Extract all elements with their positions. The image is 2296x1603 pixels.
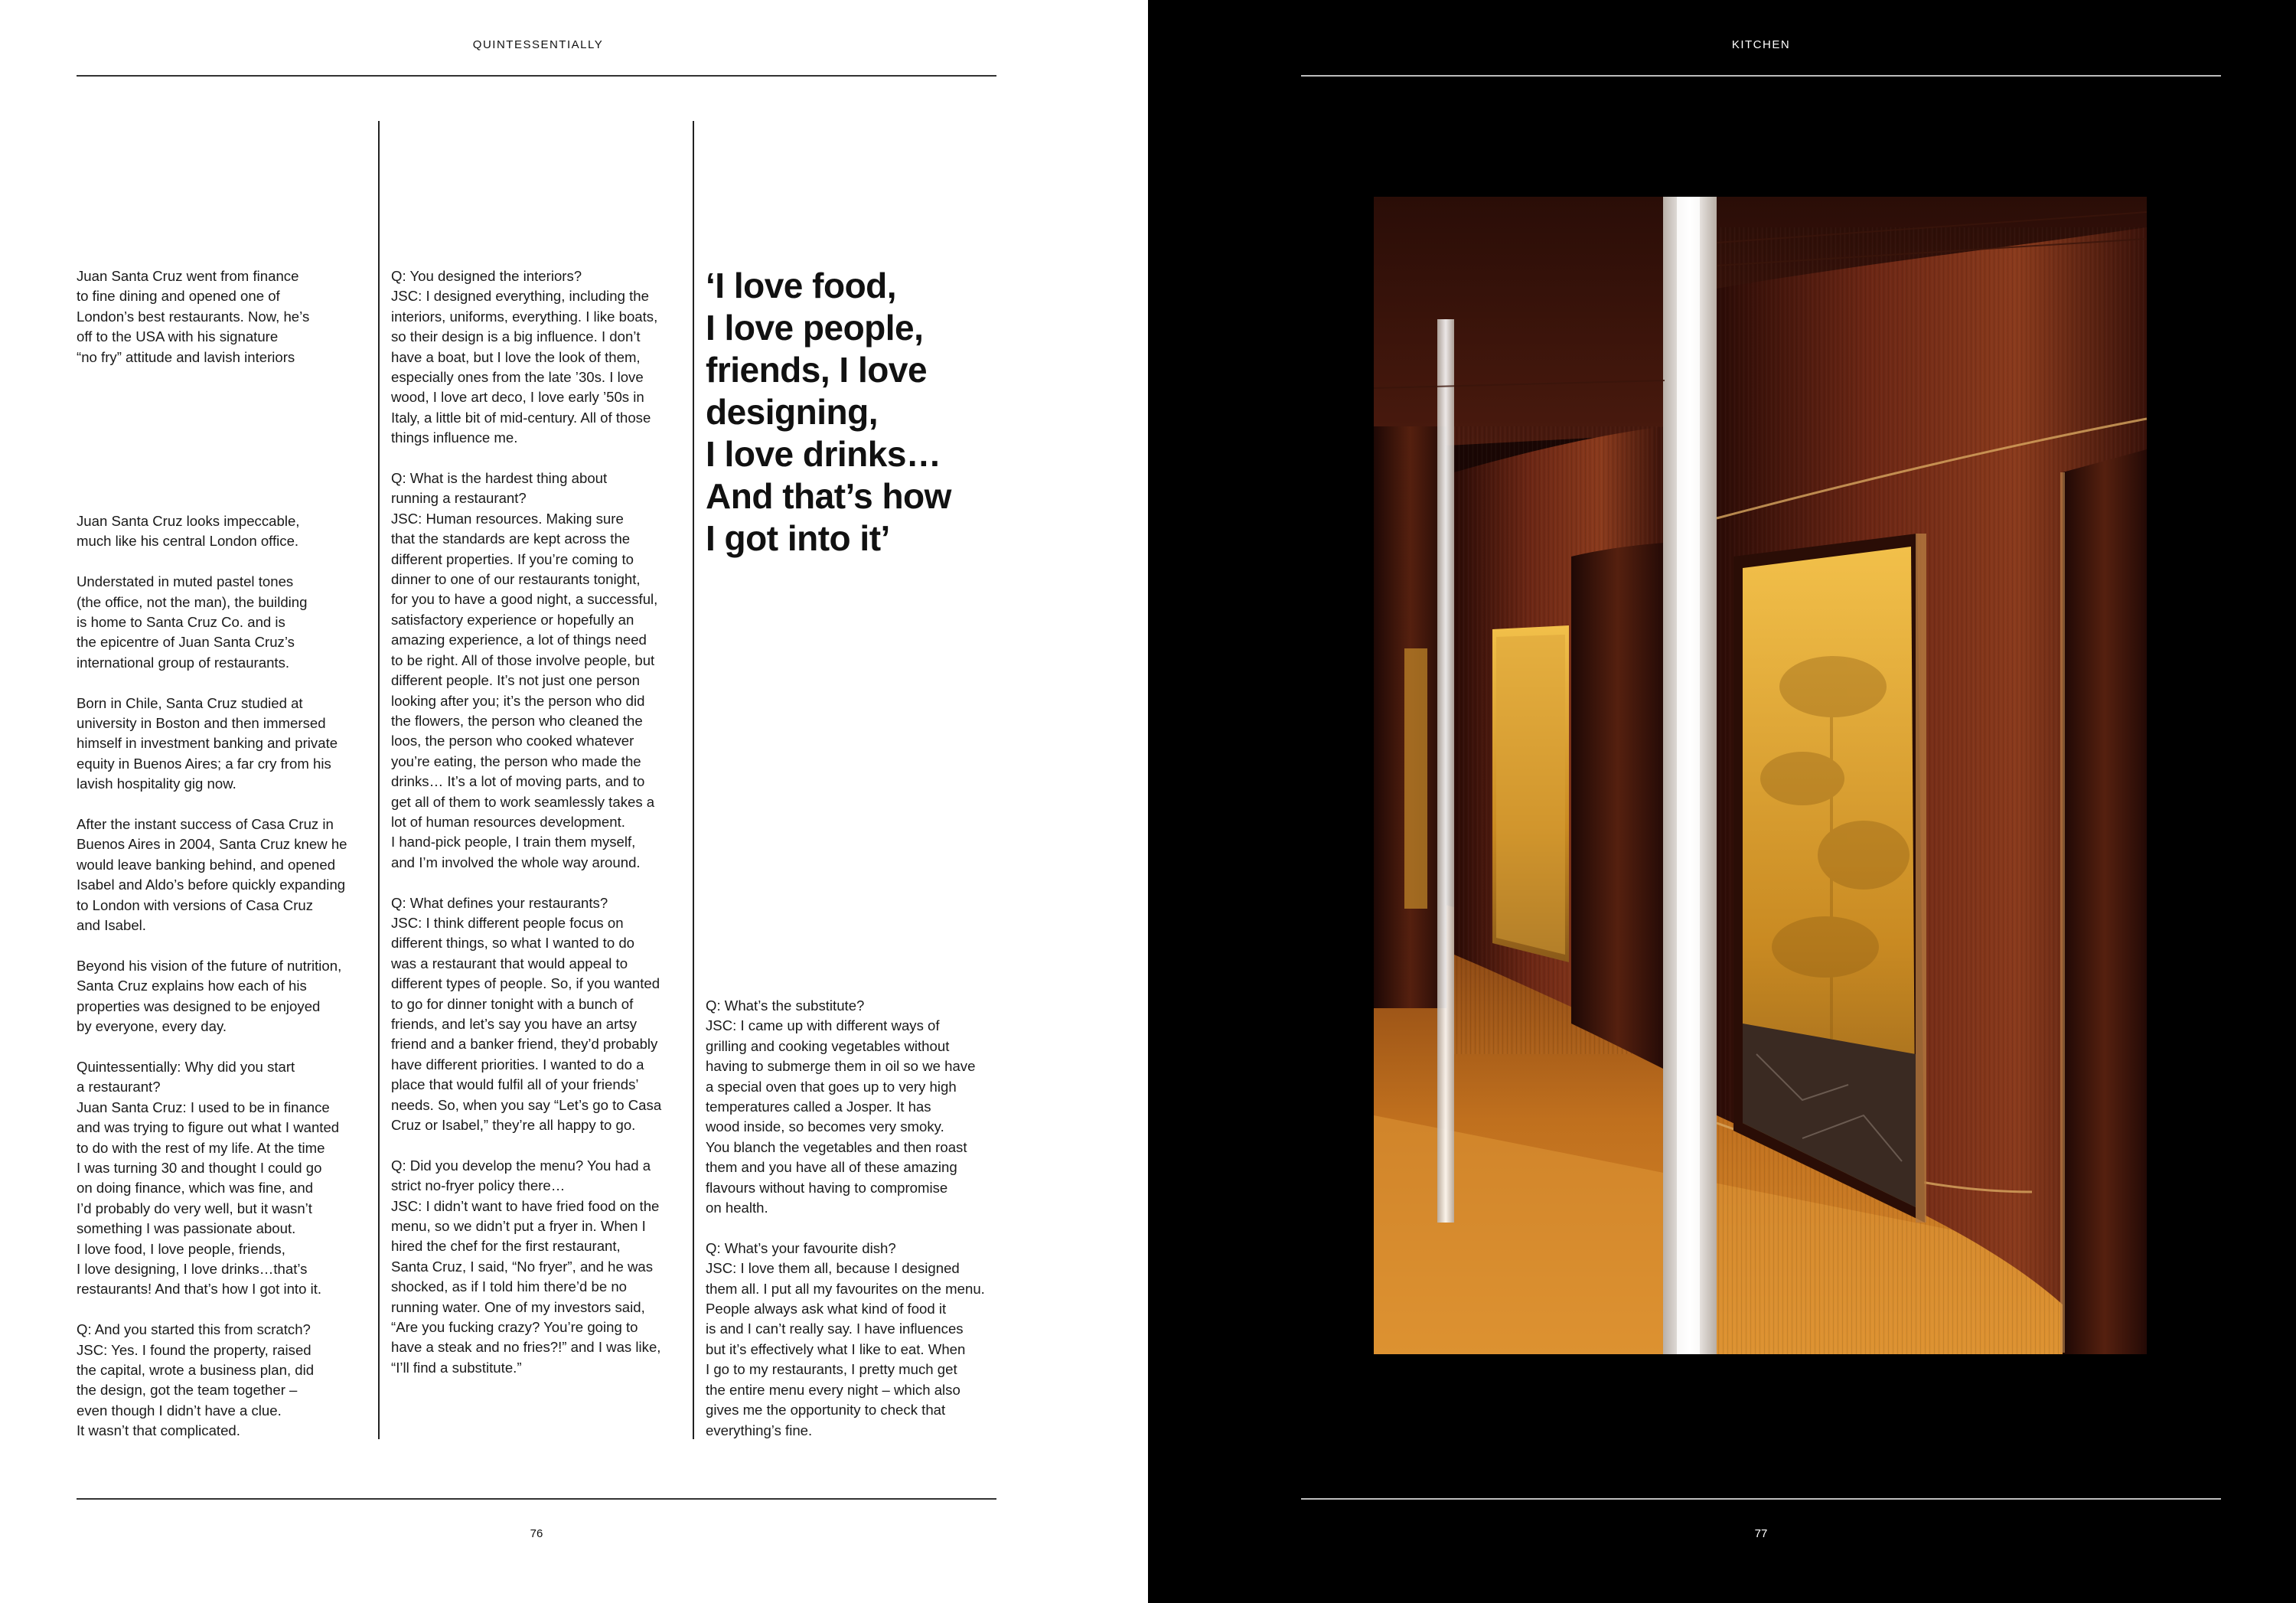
header-rule-right — [1301, 75, 2221, 77]
pull-quote: ‘I love food, I love people, friends, I love designing, I love drinks… And that’s how I got into it’ — [706, 266, 951, 558]
paragraph: Q: What’s the substitute? JSC: I came up with different ways of grilling and cooking vegetables without having to submerge them in oil so we have a special oven that goes up to very high temperatures called a Josper. It has wood inside, so becomes very smoky. You blanch the vegetables and then roast them and you have all of these amazing flavours without having to compromise on health. — [706, 997, 976, 1216]
paragraph: Q: Did you develop the menu? You had a strict no-fryer policy there… JSC: I didn’t want to have fried food on the menu, so we didn’t put a fryer in. When I hired the chef for the first restaurant, Santa Cruz, I said, “No fryer”, and he was shocked, as if I told him there’d be no running water. One of my investors said, “Are you fucking crazy? You’re going to have a steak and no fries?!” and I was like, “I’ll find a substitute.” — [391, 1157, 661, 1376]
paragraph: Quintessentially: Why did you start a restaurant? Juan Santa Cruz: I used to be in finance and was trying to figure out what I wanted to do with the rest of my life. At the time I was turning 30 and thought I could go on doing finance, which was fine, and I’d probably do very well, but it wasn’t something I was passionate about. I love food, I love people, friends, I love designing, I love drinks…that’s restaurants! And that’s how I got into it. — [77, 1058, 340, 1298]
paragraph: Q: What defines your restaurants? JSC: I think different people focus on different things, so what I wanted to do was a restaurant that would appeal to different types of people. So, if you wanted to go for dinner tonight with a bunch of friends, and let’s say you have an artsy friend and a banker friend, they’d probably have different priorities. I wanted to do a place that would fulfil all of your friends’ needs. So, when you say “Let’s go to Casa Cruz or Isabel,” they’re all happy to go. — [391, 894, 662, 1134]
footer-rule-right — [1301, 1498, 2221, 1500]
article-column-2 — [391, 266, 686, 1378]
paragraph: Q: What is the hardest thing about running a restaurant? JSC: Human resources. Making sure that the standards are kept across the different properties. If you’re coming to dinner to one of our restaurants tonight, for you to have a good night, a successful, satisfactory experience or hopefully an amazing experience, a lot of things need to be right. All of those involve people, but different people. It’s not just one person looking after you; it’s the person who did the flowers, the person who cleaned the loos, the person who cooked whatever you’re eating, the person who made the drinks… It’s a lot of moving parts, and to get all of them to work seamlessly takes a lot of human resources development. I hand-pick people, I train them myself, and I’m involved the whole way around. — [391, 470, 658, 870]
column-divider-1 — [378, 121, 380, 1439]
paragraph: Q: And you started this from scratch? JSC: Yes. I found the property, raised the capital, wrote a business plan, did the design, got the team together – even though I didn’t have a clue. It wasn’t that complicated. — [77, 1321, 315, 1439]
paragraph: Understated in muted pastel tones (the office, not the man), the building is home to Santa Cruz Co. and is the epicentre of Juan Santa Cruz’s international group of restaurants. — [77, 573, 308, 671]
paragraph: Q: What’s your favourite dish? JSC: I love them all, because I designed them all. I put all my favourites on the menu. People always ask what kind of food it is and I can’t really say. I have influences but it’s effectively what I like to eat. When I go to my restaurants, I pretty much get the entire menu every night – which also gives me the opportunity to check that everything’s fine. — [706, 1239, 985, 1438]
paragraph: Born in Chile, Santa Cruz studied at university in Boston and then immersed himself in investment banking and private equity in Buenos Aires; a far cry from his lavish hospitality gig now. — [77, 694, 338, 792]
running-head-right: KITCHEN — [1731, 38, 1791, 51]
page-number-right: 77 — [1754, 1527, 1768, 1540]
page-number-left: 76 — [530, 1527, 543, 1540]
footer-rule-left — [77, 1498, 996, 1500]
paragraph: Q: You designed the interiors? JSC: I designed everything, including the interiors, uniforms, everything. I like boats, so their design is a big influence. I don’t have a boat, but I love the look of them, especially ones from the late ’30s. I love wood, I love art deco, I love early ’50s in Italy, a little bit of mid-century. All of those things influence me. — [391, 268, 658, 446]
intro-standfirst — [77, 266, 367, 367]
paragraph: Beyond his vision of the future of nutrition, Santa Cruz explains how each of his properties was designed to be enjoyed by everyone, every day. — [77, 957, 342, 1035]
paragraph: After the instant success of Casa Cruz in Buenos Aires in 2004, Santa Cruz knew he would leave banking behind, and opened Isabel and Aldo’s before quickly expanding to London with versions of Casa Cruz and Isabel. — [77, 816, 347, 934]
article-column-3 — [706, 996, 1004, 1441]
paragraph: Juan Santa Cruz looks impeccable, much like his central London office. — [77, 513, 300, 550]
running-head-left: QUINTESSENTIALLY — [472, 38, 604, 51]
intro-text: Juan Santa Cruz went from finance to fine dining and opened one of London’s best restaurants. Now, he’s off to the USA with his signature “no fry” attitude and lavish interiors — [77, 268, 310, 365]
header-rule-left — [77, 75, 996, 77]
restaurant-interior-photo — [1374, 197, 2147, 1354]
column-divider-2 — [693, 121, 694, 1439]
article-column-1 — [77, 511, 371, 1441]
